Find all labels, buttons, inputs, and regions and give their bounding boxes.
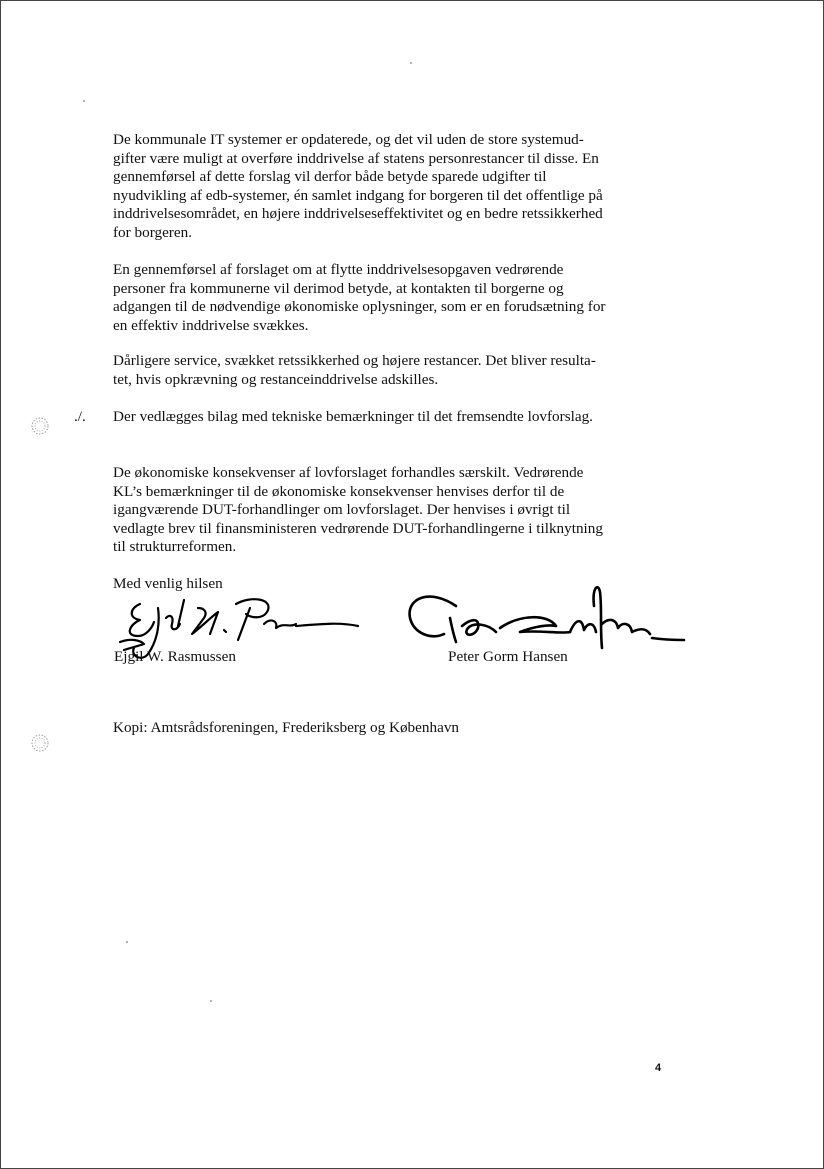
enclosure-mark: ./. [74,408,86,425]
paragraph-economics: De økonomiske konsekvenser af lovforslaget forhandles særskilt. Vedrørende KL’s bemærkninger til de økonomiske konsekvenser henvises derfor til de igangværende DUT-forhandlinger om lovforslaget. Der henvises i øvrigt til vedlagte brev til finansministeren vedrørende DUT-forhandlingerne i tilknytning til strukturreformen. [113,464,603,556]
scan-speck [410,62,412,64]
paragraph-it-systems: De kommunale IT systemer er opdaterede, og det vil uden de store systemudgifter være muligt at overføre inddrivelse af statens personrestancer til disse. En gennemførsel af dette forslag vil derfor både betyde sparede udgifter til nyudvikling af edb-systemer, én samlet indgang for borgeren til det offentlige på inddrivelsesområdet, en højere inddrivelseseffektivitet og en bedre retssikkerhed for borgeren. [113,131,603,241]
scan-speck [126,941,128,943]
scan-speck [210,1000,212,1002]
closing-greeting: Med venlig hilsen [113,575,223,592]
punch-hole-stamp-icon [30,416,50,436]
page-number: 4 [655,1062,662,1074]
paragraph-relocation: En gennemførsel af forslaget om at flytte inddrivelsesopgaven vedrørende personer fra kommunerne vil derimod betyde, at kontakten til borgerne og adgangen til de nødvendige økonomiske oplysninger, som er en forudsætning for en effektiv inddrivelse svækkes. [113,261,606,334]
signer-name-2: Peter Gorm Hansen [448,648,568,665]
scan-speck [83,100,85,102]
punch-hole-stamp-icon [30,733,50,753]
signer-name-1: Ejgil W. Rasmussen [114,648,236,665]
signature-peter-gorm-hansen-icon [410,587,684,648]
paragraph-consequences: Dårligere service, svækket retssikkerhed og højere restancer. Det bliver resultatet, hvis opkrævning og restanceinddrivelse adskilles. [113,352,596,388]
copy-recipients: Kopi: Amtsrådsforeningen, Frederiksberg og København [113,719,460,736]
paragraph-attachment: Der vedlægges bilag med tekniske bemærkninger til det fremsendte lovforslag. [113,408,593,425]
